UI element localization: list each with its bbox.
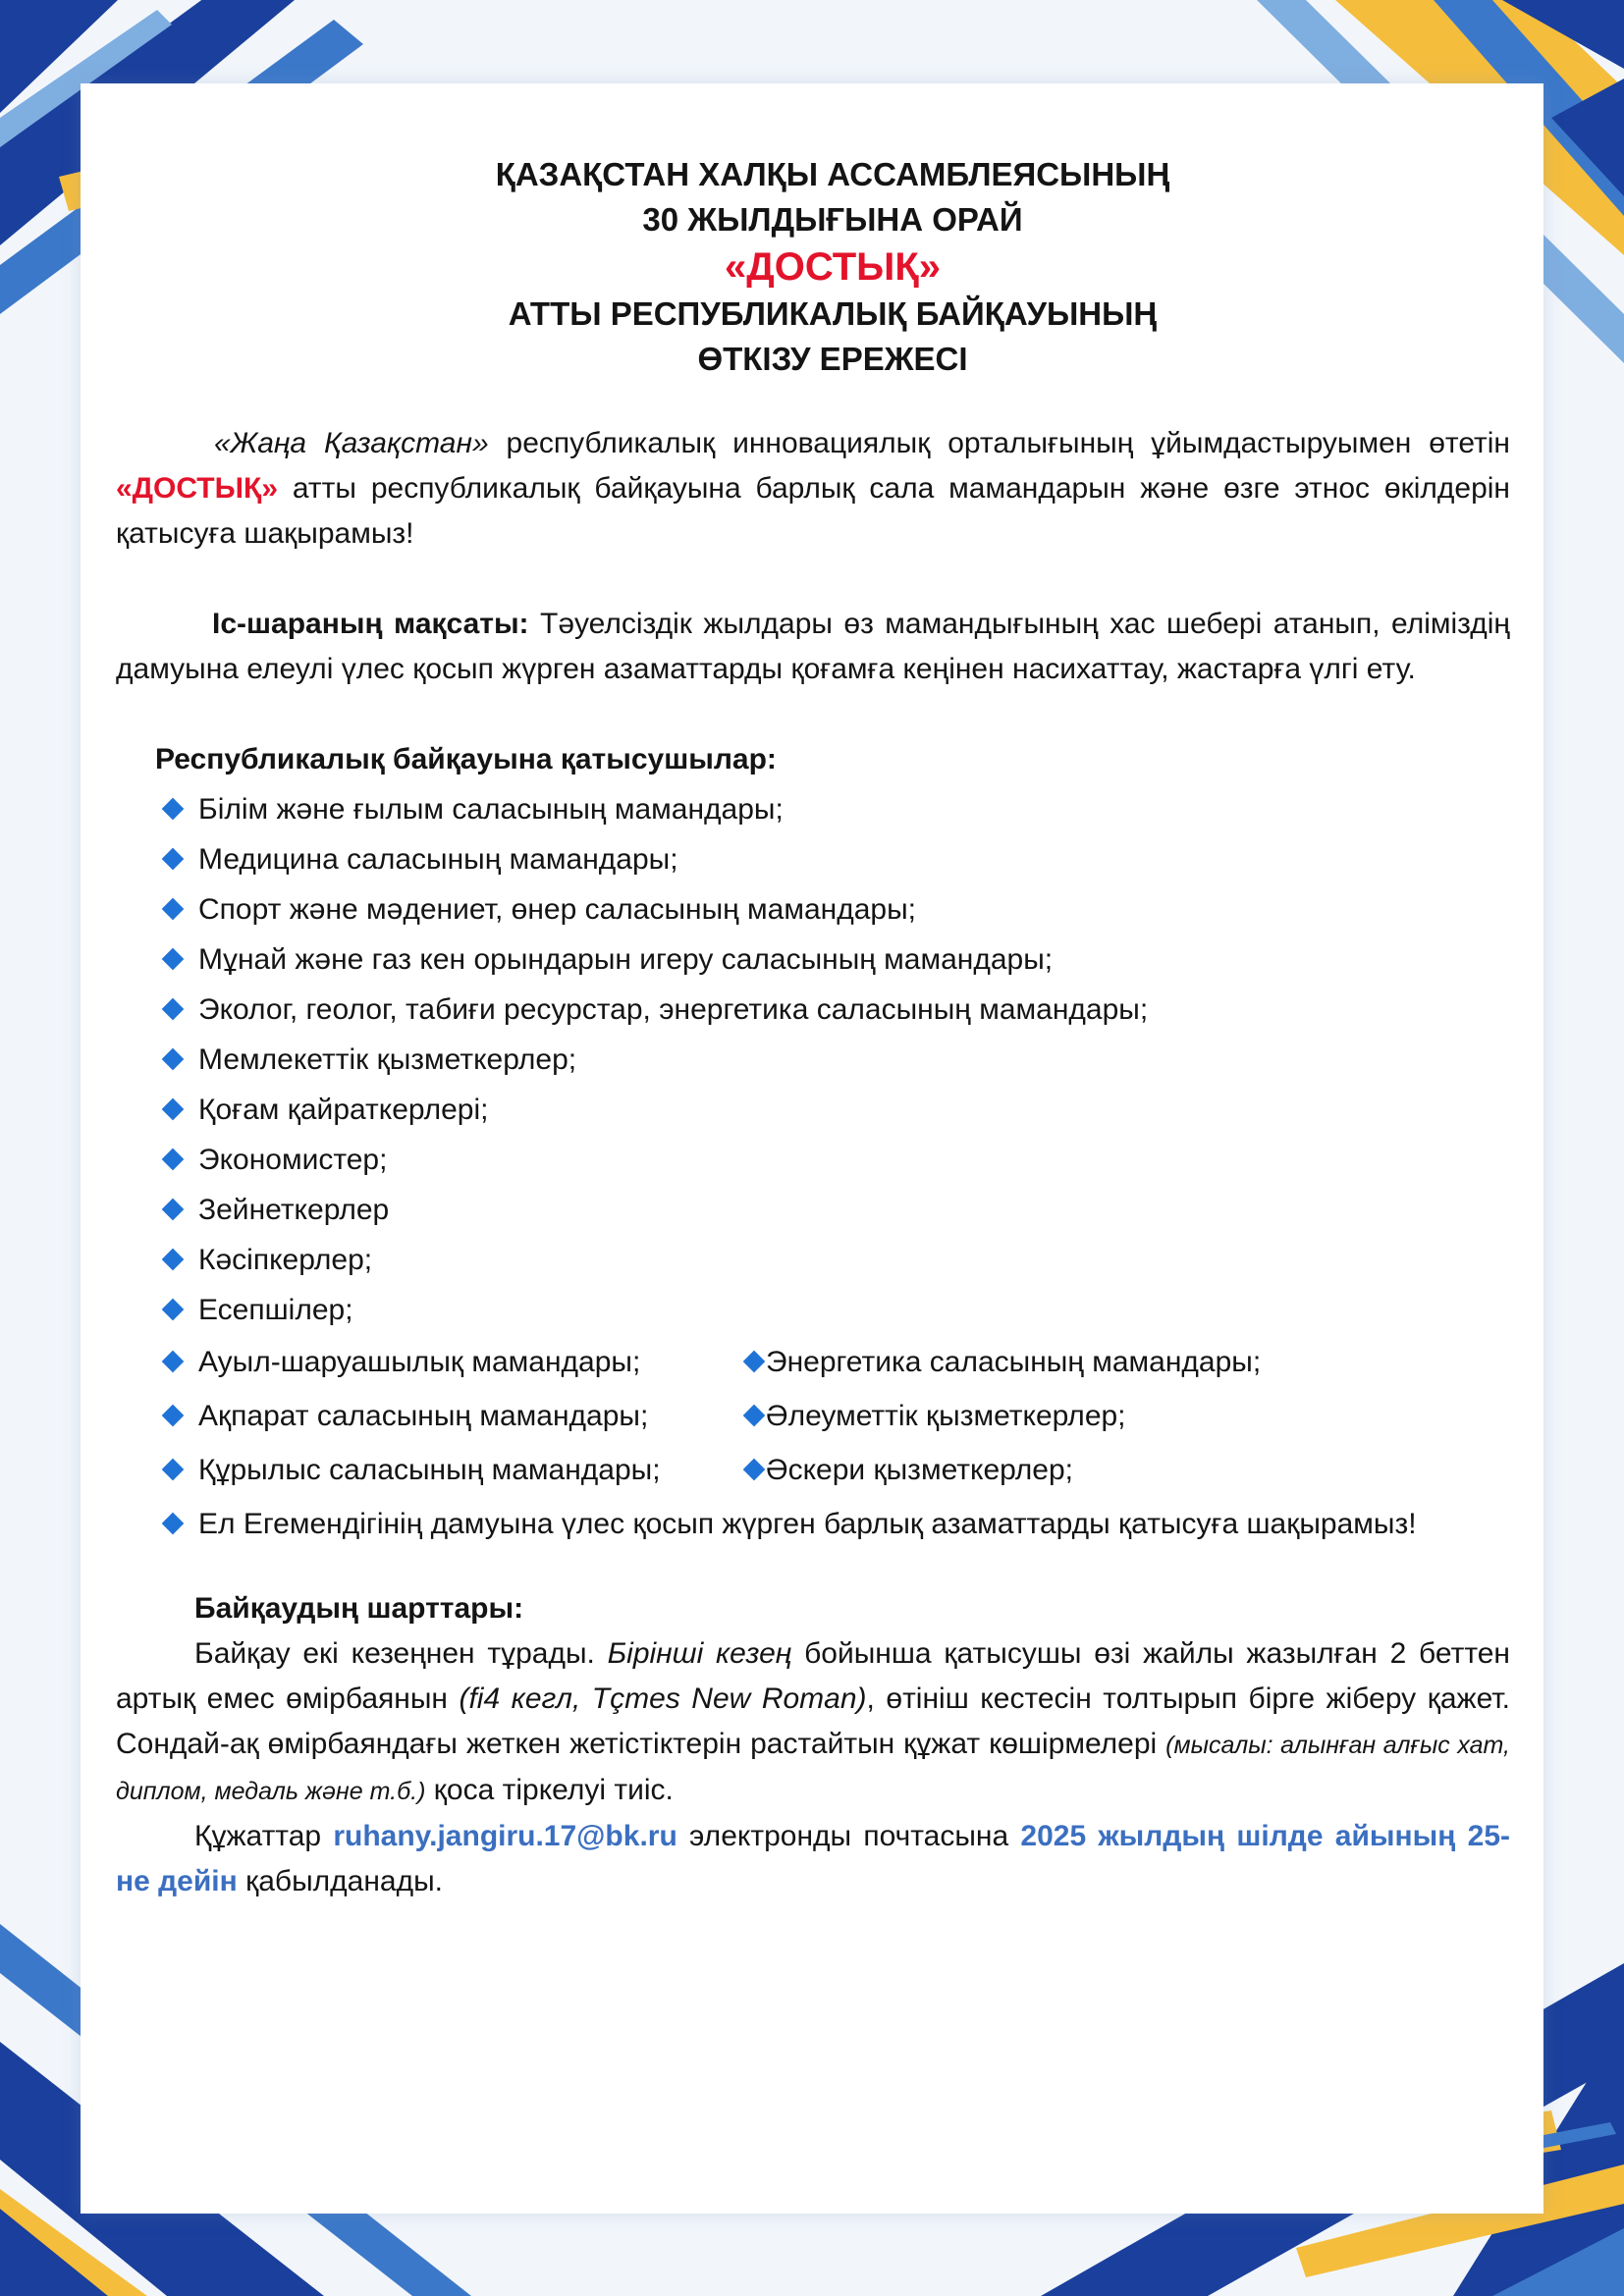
blue-diamond-icon (162, 1148, 185, 1171)
blue-diamond-icon (743, 1459, 766, 1481)
blue-diamond-icon (162, 1351, 185, 1373)
title-line: ӨТКІЗУ ЕРЕЖЕСІ (697, 341, 968, 377)
list-item-right (744, 1335, 1261, 1389)
title-line: АТТЫ РЕСПУБЛИКАЛЫҚ БАЙҚАУЫНЫҢ (508, 295, 1158, 332)
list-item-text: Мұнай және газ кен орындарын игеру саласының мамандары; (198, 943, 1054, 976)
blue-diamond-icon (162, 1249, 185, 1271)
submission-text: қабылданады. (237, 1865, 444, 1897)
submission-text: электронды почтасына (677, 1820, 1021, 1852)
list-item-text: Ауыл-шаруашылық мамандары; (198, 1346, 641, 1378)
intro-paragraph (116, 421, 1510, 557)
font-requirement-text: (fi4 кегл, Tçmes New Roman) (459, 1682, 867, 1715)
intro-text: республикалық инновациялық орталығының ұйымдастыруымен өтетін (488, 427, 1510, 459)
list-item (116, 1185, 1510, 1235)
contest-name-title: «ДОСТЫҚ» (725, 245, 941, 289)
conditions-text: Байқау екі кезеңнен тұрады. (194, 1637, 608, 1670)
list-item-text: Зейнеткерлер (198, 1194, 390, 1226)
list-item-right (744, 1389, 1126, 1443)
list-item-right (744, 1443, 1073, 1497)
blue-diamond-icon (162, 848, 185, 871)
conditions-text: қоса тіркелуі тиіс. (425, 1774, 674, 1806)
submission-paragraph (116, 1814, 1510, 1904)
list-item-text: Білім және ғылым саласының мамандары; (198, 793, 784, 826)
list-item-text: Спорт және мәдениет, өнер саласының мамандары; (198, 893, 917, 926)
list-item-text: Энергетика саласының мамандары; (766, 1346, 1262, 1378)
blue-diamond-icon (162, 1199, 185, 1221)
list-item (116, 1497, 1510, 1551)
list-item-text: Кәсіпкерлер; (198, 1244, 373, 1276)
blue-diamond-icon (162, 1299, 185, 1321)
list-item (116, 784, 1510, 834)
conditions-section (116, 1586, 1510, 1904)
title-line: ҚАЗАҚСТАН ХАЛҚЫ АССАМБЛЕЯСЫНЫҢ (495, 156, 1170, 192)
list-item-text: Ел Егемендігінің дамуына үлес қосып жүрген барлық азаматтарды қатысуға шақырамыз! (198, 1508, 1417, 1540)
goal-text: Тәуелсіздік жылдары өз мамандығының хас шебері атанып, еліміздің дамуына елеулі үлес қосып жүрген азаматтарды қоғамға кеңінен насихаттау, жастарға үлгі ету. (116, 608, 1510, 685)
goal-label: Іс-шараның мақсаты: (212, 608, 529, 640)
list-item (116, 1035, 1510, 1085)
blue-diamond-icon (162, 1459, 185, 1481)
list-item (116, 1085, 1510, 1135)
list-item-two-col (116, 1335, 1510, 1389)
title-line: 30 ЖЫЛДЫҒЫНА ОРАЙ (642, 201, 1023, 238)
list-item (116, 834, 1510, 884)
list-item (116, 1135, 1510, 1185)
blue-diamond-icon (162, 948, 185, 971)
list-item (116, 1235, 1510, 1285)
participants-heading: Республикалық байқауына қатысушылар: (155, 743, 777, 775)
blue-diamond-icon (162, 898, 185, 921)
blue-diamond-icon (162, 998, 185, 1021)
email-link[interactable]: ruhany.jangiru.17@bk.ru (333, 1820, 677, 1852)
deadline-text: 2025 жылдың шілде айының 25-не дейін (116, 1820, 1510, 1897)
blue-diamond-icon (162, 1513, 185, 1535)
intro-text: атты республикалық байқауына барлық сала мамандарын және өзге этнос өкілдерін қатысуға шақырамыз! (116, 472, 1510, 550)
org-name: «Жаңа Қазақстан» (214, 427, 489, 459)
list-item-text: Қоғам қайраткерлері; (198, 1094, 489, 1126)
list-item-text: Әскери қызметкерлер; (766, 1454, 1074, 1486)
blue-diamond-icon (162, 1098, 185, 1121)
list-item-text: Медицина саласының мамандары; (198, 843, 678, 876)
list-item-text: Есепшілер; (198, 1294, 353, 1326)
blue-diamond-icon (743, 1351, 766, 1373)
blue-diamond-icon (162, 1405, 185, 1427)
list-item-text: Экономистер; (198, 1144, 388, 1176)
first-stage-text: Бірінші кезең (607, 1637, 792, 1670)
list-item-two-col (116, 1389, 1510, 1443)
submission-text: Құжаттар (194, 1820, 334, 1852)
conditions-heading: Байқаудың шарттары: (194, 1592, 524, 1625)
document-content (116, 152, 1510, 1904)
participants-list (116, 784, 1510, 1551)
conditions-paragraph (116, 1631, 1510, 1814)
document-title (155, 152, 1510, 382)
list-item (116, 934, 1510, 985)
list-item (116, 1285, 1510, 1335)
list-item (116, 884, 1510, 934)
blue-diamond-icon (162, 798, 185, 821)
blue-diamond-icon (162, 1048, 185, 1071)
blue-diamond-icon (743, 1405, 766, 1427)
list-item-text: Эколог, геолог, табиғи ресурстар, энергетика саласының мамандары; (198, 993, 1149, 1026)
list-item-text: Ақпарат саласының мамандары; (198, 1400, 649, 1432)
conditions-text: , өтініш кестесін толтырып бірге жіберу қажет. Сондай-ақ өмірбаяндағы жеткен жетістіктерін растайтын құжат көшірмелері (116, 1682, 1511, 1760)
contest-name-inline: «ДОСТЫҚ» (116, 472, 278, 505)
list-item-text: Әлеуметтік қызметкерлер; (766, 1400, 1126, 1432)
conditions-text: бойынша қатысушы өзі жайлы жазылған 2 беттен артық емес өмірбаянын (116, 1637, 1510, 1715)
list-item (116, 985, 1510, 1035)
list-item-two-col (116, 1443, 1510, 1497)
goal-paragraph (116, 602, 1510, 692)
list-item-text: Мемлекеттік қызметкерлер; (198, 1043, 577, 1076)
examples-text: (мысалы: алынған алғыс хат, диплом, медаль және т.б.) (116, 1732, 1510, 1805)
list-item-text: Құрылыс саласының мамандары; (198, 1454, 661, 1486)
